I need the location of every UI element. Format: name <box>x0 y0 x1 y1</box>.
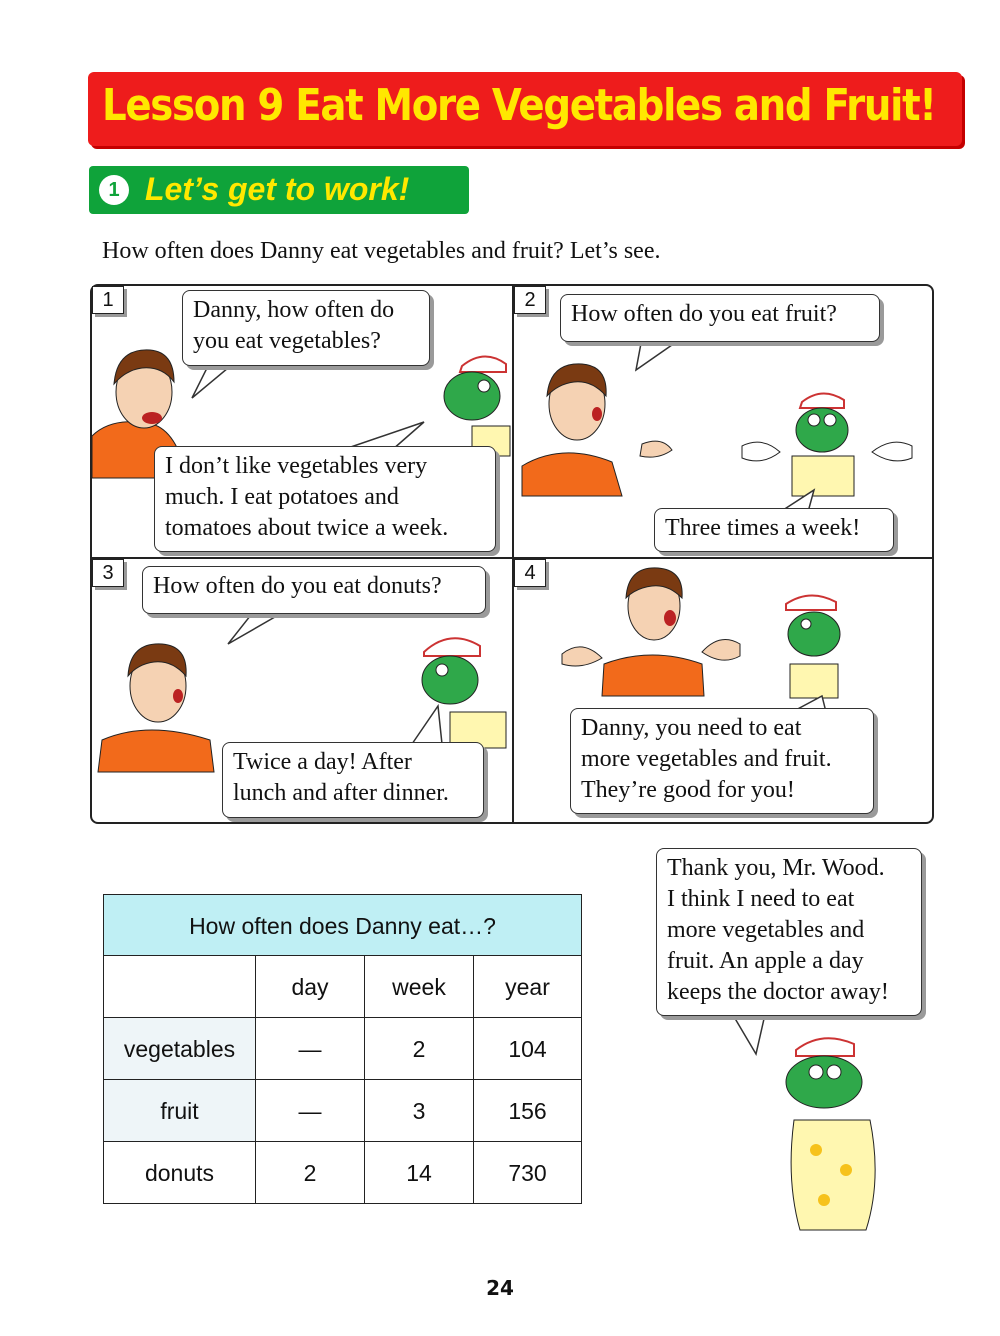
section-number-badge: 1 <box>99 175 129 205</box>
table-cell: 156 <box>473 1080 582 1142</box>
bubble-line: more vegetables and <box>667 917 865 943</box>
column-header-year: year <box>473 956 582 1018</box>
speech-bubble-tail <box>412 706 452 746</box>
mr-wood-turtle-illustration <box>780 588 860 698</box>
speech-bubble-tail <box>632 338 692 374</box>
column-header <box>103 956 255 1018</box>
panel-1-number: 1 <box>92 286 124 314</box>
danny-illustration <box>522 356 642 496</box>
bubble-line: Twice a day! After <box>233 749 412 775</box>
page-number: 24 <box>486 1276 514 1300</box>
bubble-line: They’re good for you! <box>581 777 795 803</box>
speech-bubble-tail <box>724 1010 774 1056</box>
bubble-line: you eat vegetables? <box>193 328 381 354</box>
bubble-line: How often do you eat fruit? <box>571 301 837 327</box>
bubble-line: Danny, how often do <box>193 297 395 323</box>
bubble-line: tomatoes about twice a week. <box>165 515 449 541</box>
bubble-line: Three times a week! <box>665 515 861 541</box>
row-label-vegetables: vegetables <box>103 1018 255 1080</box>
comic-strip <box>90 284 934 824</box>
frequency-table <box>103 894 582 1204</box>
table-cell: — <box>255 1080 364 1142</box>
speech-bubble <box>182 290 430 366</box>
bubble-line: fruit. An apple a day <box>667 948 864 974</box>
lesson-title-banner <box>88 72 962 146</box>
mr-wood-turtle-illustration <box>732 386 922 496</box>
panel-4-number: 4 <box>514 559 546 587</box>
table-cell: 14 <box>364 1142 473 1204</box>
section-title: Let’s get to work! <box>145 171 410 207</box>
table-cell: 730 <box>473 1142 582 1204</box>
table-cell: 3 <box>364 1080 473 1142</box>
lesson-title: Lesson 9 Eat More Vegetables and Fruit! <box>102 80 936 131</box>
mr-wood-turtle-illustration <box>770 1030 910 1240</box>
danny-illustration <box>98 636 218 772</box>
bubble-line: much. I eat potatoes and <box>165 484 399 510</box>
panel-divider-horizontal <box>92 557 932 559</box>
bubble-line: I think I need to eat <box>667 886 855 912</box>
speech-bubble <box>154 446 496 552</box>
bubble-line: Thank you, Mr. Wood. <box>667 855 885 881</box>
speech-bubble <box>222 742 484 818</box>
table-cell: 104 <box>473 1018 582 1080</box>
column-header-week: week <box>364 956 473 1018</box>
speech-bubble <box>570 708 874 814</box>
table-cell: 2 <box>255 1142 364 1204</box>
bubble-line: Danny, you need to eat <box>581 715 802 741</box>
bubble-line: keeps the doctor away! <box>667 979 889 1005</box>
table-cell: 2 <box>364 1018 473 1080</box>
table-cell: — <box>255 1018 364 1080</box>
panel-divider-vertical <box>512 286 514 822</box>
speech-bubble <box>142 566 486 614</box>
row-label-fruit: fruit <box>103 1080 255 1142</box>
danny-illustration <box>562 566 742 696</box>
bubble-line: I don’t like vegetables very <box>165 453 428 479</box>
intro-question: How often does Danny eat vegetables and fruit? Let’s see. <box>102 238 661 264</box>
mr-wood-turtle-illustration <box>432 346 512 456</box>
bubble-line: lunch and after dinner. <box>233 780 449 806</box>
bubble-line: How often do you eat donuts? <box>153 573 442 599</box>
bubble-line: more vegetables and fruit. <box>581 746 832 772</box>
speech-bubble <box>654 508 894 552</box>
speech-bubble <box>656 848 922 1016</box>
column-header-day: day <box>255 956 364 1018</box>
speech-bubble <box>560 294 880 342</box>
table-title: How often does Danny eat…? <box>103 894 582 956</box>
panel-2-number: 2 <box>514 286 546 314</box>
panel-3-number: 3 <box>92 559 124 587</box>
section-banner <box>89 166 469 214</box>
row-label-donuts: donuts <box>103 1142 255 1204</box>
